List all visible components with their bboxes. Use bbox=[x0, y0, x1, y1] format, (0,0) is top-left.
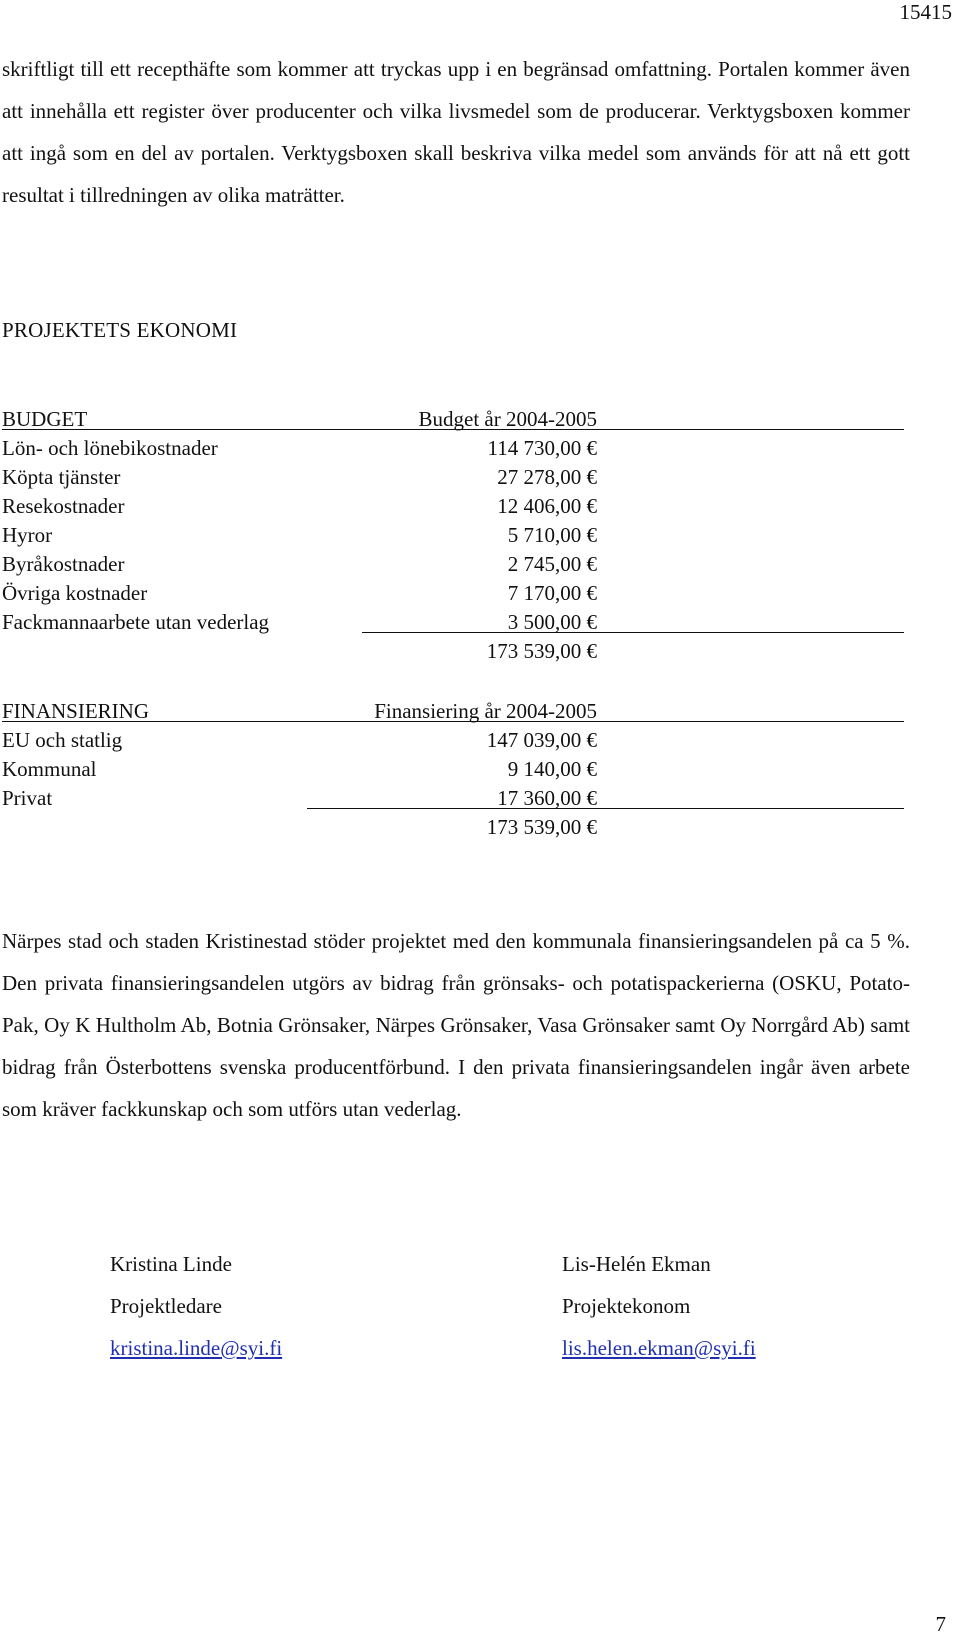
table-row bbox=[2, 784, 904, 813]
budget-row-label: Övriga kostnader bbox=[2, 581, 148, 605]
signature-email-link[interactable]: kristina.linde@syi.fi bbox=[110, 1336, 283, 1360]
budget-row-label: Hyror bbox=[2, 523, 53, 547]
financing-heading: FINANSIERING bbox=[2, 699, 149, 723]
table-row bbox=[2, 726, 904, 755]
financing-row-label: Privat bbox=[2, 786, 53, 810]
budget-total: 173 539,00 € bbox=[486, 639, 597, 663]
financing-total: 173 539,00 € bbox=[486, 815, 597, 839]
budget-row-amount: 27 278,00 € bbox=[497, 465, 597, 489]
budget-row-amount: 3 500,00 € bbox=[507, 610, 597, 634]
financing-sum-rule bbox=[307, 808, 904, 809]
budget-row-label: Resekostnader bbox=[2, 494, 125, 518]
intro-paragraph: skriftligt till ett recepthäfte som kommer att tryckas upp i en begränsad omfattning. Portalen kommer även att innehålla ett register över producenter och vilka livsmedel som de producerar. Verktygsboxen kommer att ingå som en del av portalen. Verktygsboxen skall beskriva vilka medel som används för att nå ett gott resultat i tillredningen av olika maträtter. bbox=[2, 57, 910, 207]
table-row bbox=[2, 550, 904, 579]
budget-header-rule bbox=[2, 429, 904, 430]
financing-row-amount: 9 140,00 € bbox=[507, 757, 597, 781]
table-row bbox=[2, 434, 904, 463]
financing-table bbox=[2, 697, 904, 842]
budget-total-row bbox=[2, 637, 904, 666]
financing-header-row bbox=[2, 697, 904, 726]
budget-header-row bbox=[2, 405, 904, 434]
table-row bbox=[2, 492, 904, 521]
financing-row-label: Kommunal bbox=[2, 757, 97, 781]
budget-row-amount: 7 170,00 € bbox=[507, 581, 597, 605]
budget-row-amount: 12 406,00 € bbox=[497, 494, 597, 518]
budget-heading: BUDGET bbox=[2, 407, 88, 431]
section-heading: PROJEKTETS EKONOMI bbox=[2, 318, 238, 342]
table-row bbox=[2, 755, 904, 784]
budget-row-label: Lön- och lönebikostnader bbox=[2, 436, 218, 460]
table-row bbox=[2, 521, 904, 550]
signature-name: Lis-Helén Ekman bbox=[562, 1252, 711, 1276]
financing-row-label: EU och statlig bbox=[2, 728, 123, 752]
budget-row-label: Köpta tjänster bbox=[2, 465, 121, 489]
table-row bbox=[2, 608, 904, 637]
budget-row-label: Fackmannaarbete utan vederlag bbox=[2, 610, 270, 634]
signature-email-link[interactable]: lis.helen.ekman@syi.fi bbox=[562, 1336, 756, 1360]
financing-row-amount: 147 039,00 € bbox=[486, 728, 597, 752]
signature-role: Projektekonom bbox=[562, 1294, 691, 1318]
signature-project-leader bbox=[110, 1243, 282, 1369]
signature-project-economist bbox=[562, 1243, 756, 1369]
table-row bbox=[2, 463, 904, 492]
budget-row-label: Byråkostnader bbox=[2, 552, 125, 576]
budget-sum-rule bbox=[362, 632, 904, 633]
budget-table bbox=[2, 405, 904, 666]
signature-name: Kristina Linde bbox=[110, 1252, 232, 1276]
budget-row-amount: 5 710,00 € bbox=[507, 523, 597, 547]
signature-role: Projektledare bbox=[110, 1294, 222, 1318]
financing-row-amount: 17 360,00 € bbox=[497, 786, 597, 810]
closing-paragraph: Närpes stad och staden Kristinestad stöder projektet med den kommunala finansieringsandelen på ca 5 %. Den privata finansieringsandelen utgörs av bidrag från grönsaks- och potatispackerierna (OSKU, Potato-Pak, Oy K Hultholm Ab, Botnia Grönsaker, Närpes Grönsaker, Vasa Grönsaker samt Oy Norrgård Ab) samt bidrag från Österbottens svenska producentförbund. I den privata finansieringsandelen ingår även arbete som kräver fackkunskap och som utförs utan vederlag. bbox=[2, 929, 910, 1121]
page-number: 7 bbox=[935, 1612, 946, 1636]
document-number: 15415 bbox=[899, 0, 952, 24]
budget-row-amount: 2 745,00 € bbox=[507, 552, 597, 576]
financing-total-row bbox=[2, 813, 904, 842]
table-row bbox=[2, 579, 904, 608]
budget-period-heading: Budget år 2004-2005 bbox=[418, 407, 597, 431]
financing-period-heading: Finansiering år 2004-2005 bbox=[374, 699, 597, 723]
financing-header-rule bbox=[2, 721, 904, 722]
budget-row-amount: 114 730,00 € bbox=[487, 436, 597, 460]
